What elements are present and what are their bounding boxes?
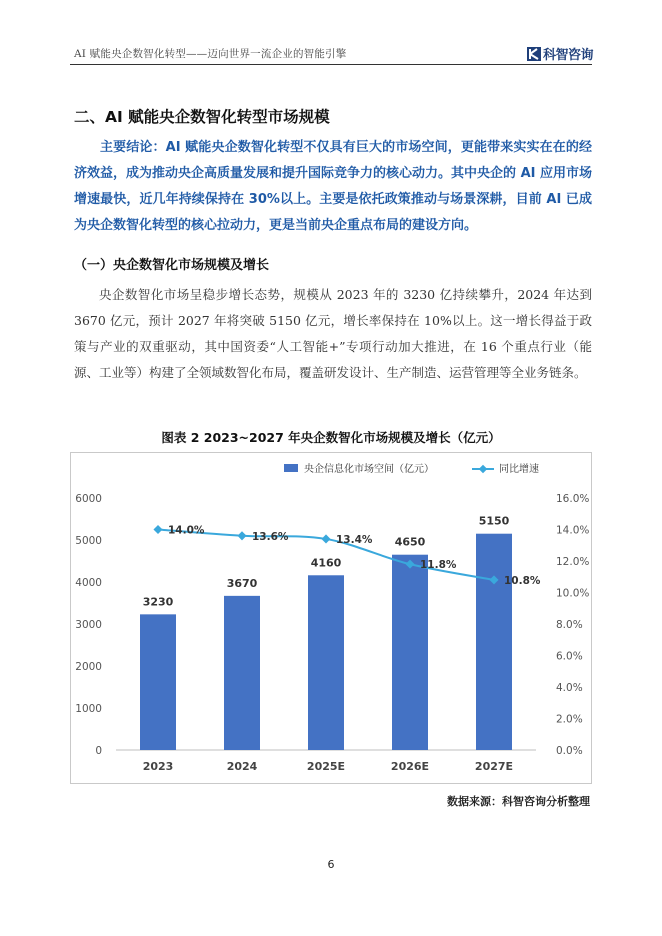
- x-tick-label: 2024: [226, 760, 258, 773]
- section-title: 二、AI 赋能央企数智化转型市场规模: [74, 108, 330, 126]
- legend-bar-swatch: [284, 464, 298, 472]
- y-right-tick-label: 10.0%: [556, 587, 590, 600]
- x-tick-label: 2023: [142, 760, 174, 773]
- growth-value-label: 14.0%: [168, 524, 205, 537]
- y-left-tick-label: 5000: [75, 535, 102, 547]
- growth-point: [153, 525, 162, 534]
- x-tick-label: 2026E: [390, 760, 430, 773]
- y-left-tick-label: 3000: [75, 619, 102, 631]
- y-right-tick-label: 14.0%: [556, 524, 590, 537]
- bar: [476, 534, 512, 750]
- y-left-tick-label: 6000: [75, 493, 102, 505]
- body-paragraph: 央企数智化市场呈稳步增长态势，规模从 2023 年的 3230 亿持续攀升，2024 年达到 3670 亿元，预计 2027 年将突破 5150 亿元，增长率保持在 10%以上。这一增长得益于政策与产业的双重驱动，其中国资委“人工智能+”专项行动加大推进，在 16 个重点行业（能源、工业等）构建了全领域数智化布局，覆盖研发设计、生产制造、运营管理等全业务链条。: [74, 287, 592, 380]
- bar-value-label: 3670: [226, 576, 258, 590]
- y-right-tick-label: 6.0%: [556, 650, 583, 663]
- key-conclusion: 主要结论：AI 赋能央企数智化转型不仅具有巨大的市场空间，更能带来实实在在的经济效益，成为推动央企高质量发展和提升国际竞争力的核心动力。其中央企的 AI 应用市场增速最快，近几年持续保持在 30%以上。主要是依托政策推动与场景深耕，目前 AI 已成为央企数智化转型的核心拉动力，更是当前央企重点布局的建设方向。: [74, 140, 592, 233]
- bar-value-label: 5150: [478, 514, 510, 528]
- y-left-tick-label: 1000: [75, 703, 102, 715]
- page-number: 6: [327, 858, 335, 871]
- legend-line-marker: [479, 465, 487, 473]
- y-right-tick-label: 12.0%: [556, 556, 590, 568]
- figure-caption: 图表 2 2023~2027 年央企数智化市场规模及增长（亿元）: [161, 430, 501, 445]
- x-tick-label: 2027E: [474, 760, 514, 773]
- growth-value-label: 13.4%: [336, 533, 373, 546]
- growth-point: [237, 531, 246, 540]
- running-header-title: AI 赋能央企数智化转型——迈向世界一流企业的智能引擎: [74, 48, 347, 60]
- logo-mark-icon: [527, 47, 541, 61]
- x-tick-label: 2025E: [306, 760, 346, 773]
- y-right-tick-label: 4.0%: [556, 682, 583, 694]
- y-left-tick-label: 0: [95, 745, 102, 757]
- y-right-tick-label: 0.0%: [556, 745, 583, 757]
- growth-value-label: 11.8%: [420, 559, 457, 572]
- y-right-tick-label: 16.0%: [556, 493, 590, 505]
- bar: [308, 575, 344, 750]
- growth-value-label: 13.6%: [252, 530, 289, 543]
- y-left-tick-label: 2000: [75, 661, 102, 673]
- logo-text: 科智咨询: [543, 48, 594, 63]
- combo-chart: [71, 453, 591, 783]
- bar: [224, 596, 260, 750]
- bar-value-label: 4650: [394, 535, 426, 549]
- bar-value-label: 3230: [142, 595, 174, 609]
- bar-value-label: 4160: [310, 556, 342, 570]
- y-right-tick-label: 2.0%: [556, 713, 583, 726]
- logo: [527, 44, 593, 63]
- legend-line-label: 同比增速: [499, 464, 539, 475]
- growth-value-label: 10.8%: [504, 574, 541, 587]
- growth-point: [321, 534, 330, 543]
- bar: [392, 555, 428, 750]
- chart-frame: [70, 452, 592, 784]
- bar: [140, 614, 176, 750]
- subsection-title: （一）央企数智化市场规模及增长: [74, 258, 270, 273]
- y-left-tick-label: 4000: [75, 577, 102, 589]
- data-source: 数据来源：科智咨询分析整理: [447, 795, 590, 808]
- legend-bar-label: 央企信息化市场空间（亿元）: [304, 464, 434, 475]
- y-right-tick-label: 8.0%: [556, 619, 583, 631]
- header-rule: [70, 64, 592, 65]
